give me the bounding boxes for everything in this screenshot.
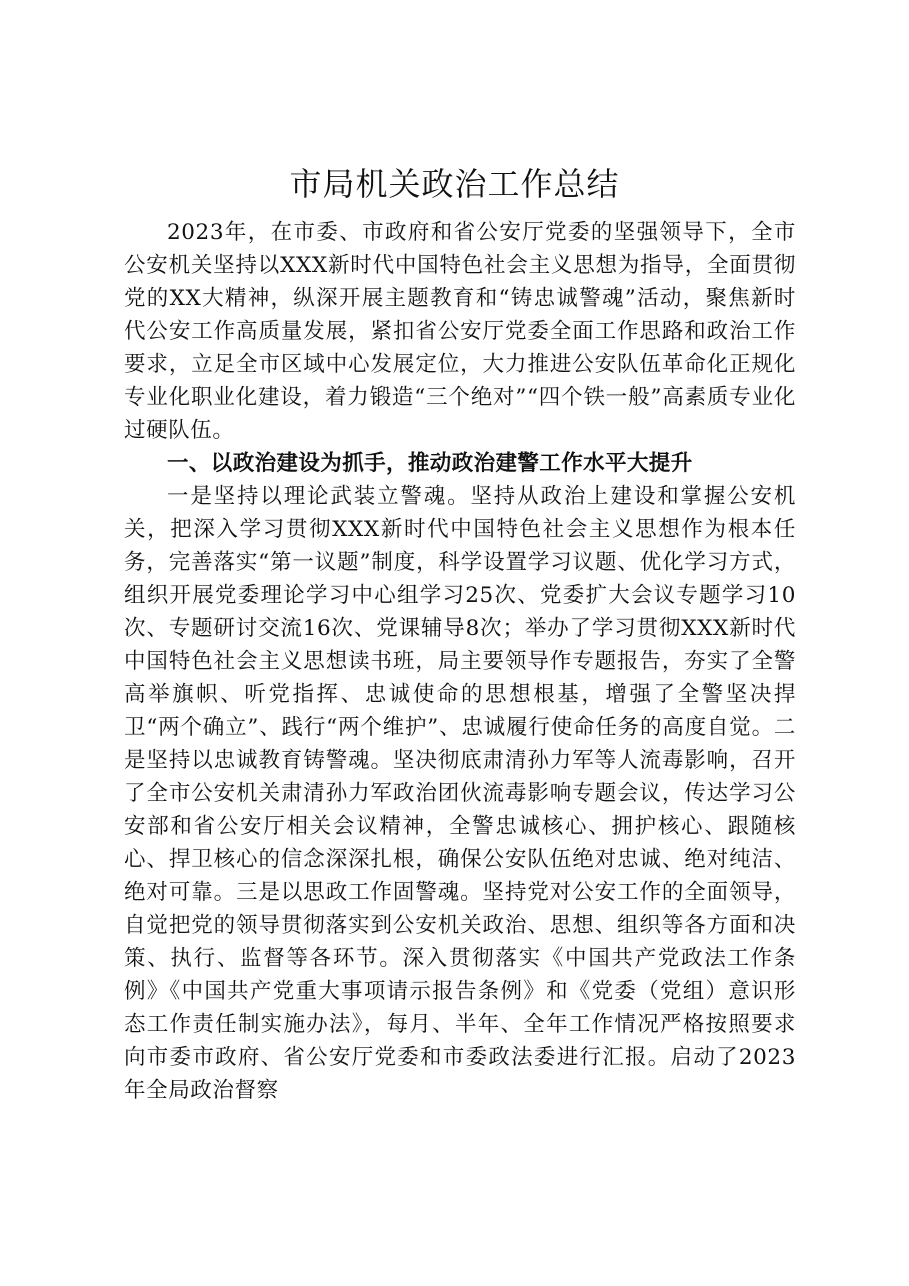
section-paragraph: 一是坚持以理论武装立警魂。坚持从政治上建设和掌握公安机关，把深入学习贯彻XXX新时代中国特色社会主义思想作为根本任务，完善落实“第一议题”制度，科学设置学习议题、优化学习方式，组织开展党委理论学习中心组学习25次、党委扩大会议专题学习10次、专题研讨交流16次、党课辅导8次；举办了学习贯彻XXX新时代中国特色社会主义思想读书班，局主要领导作专题报告，夯实了全警高举旗帜、听党指挥、忠诚使命的思想根基，增强了全警坚决捍卫“两个确立”、践行“两个维护”、忠诚履行使命任务的高度自觉。二是坚持以忠诚教育铸警魂。坚决彻底肃清孙力军等人流毒影响，召开了全市公安机关肃清孙力军政治团伙流毒影响专题会议，传达学习公安部和省公安厅相关会议精神，全警忠诚核心、拥护核心、跟随核心、捍卫核心的信念深深扎根，确保公安队伍绝对忠诚、绝对纯洁、绝对可靠。三是以思政工作固警魂。坚持党对公安工作的全面领导，自觉把党的领导贯彻落实到公安机关政治、思想、组织等各方面和决策、执行、监督等各环节。深入贯彻落实《中国共产党政法工作条例》《中国共产党重大事项请示报告条例》和《党委（党组）意识形态工作责任制实施办法》，每月、半年、全年工作情况严格按照要求向市委市政府、省公安厅党委和市委政法委进行汇报。启动了2023年全局政治督察 bbox=[124, 484, 796, 1103]
intro-paragraph: 2023年，在市委、市政府和省公安厅党委的坚强领导下，全市公安机关坚持以XXX新时代中国特色社会主义思想为指导，全面贯彻党的XX大精神，纵深开展主题教育和“铸忠诚警魂”活动，聚焦新时代公安工作高质量发展，紧扣省公安厅党委全面工作思路和政治工作要求，立足全市区域中心发展定位，大力推进公安队伍革命化正规化专业化职业化建设，着力锻造“三个绝对”“四个铁一般”高素质专业化过硬队伍。 bbox=[124, 220, 796, 443]
document-title: 市局机关政治工作总结 bbox=[289, 165, 620, 203]
section-heading: 一、以政治建设为抓手，推动政治建警工作水平大提升 bbox=[167, 451, 693, 476]
document-body bbox=[124, 216, 796, 1107]
